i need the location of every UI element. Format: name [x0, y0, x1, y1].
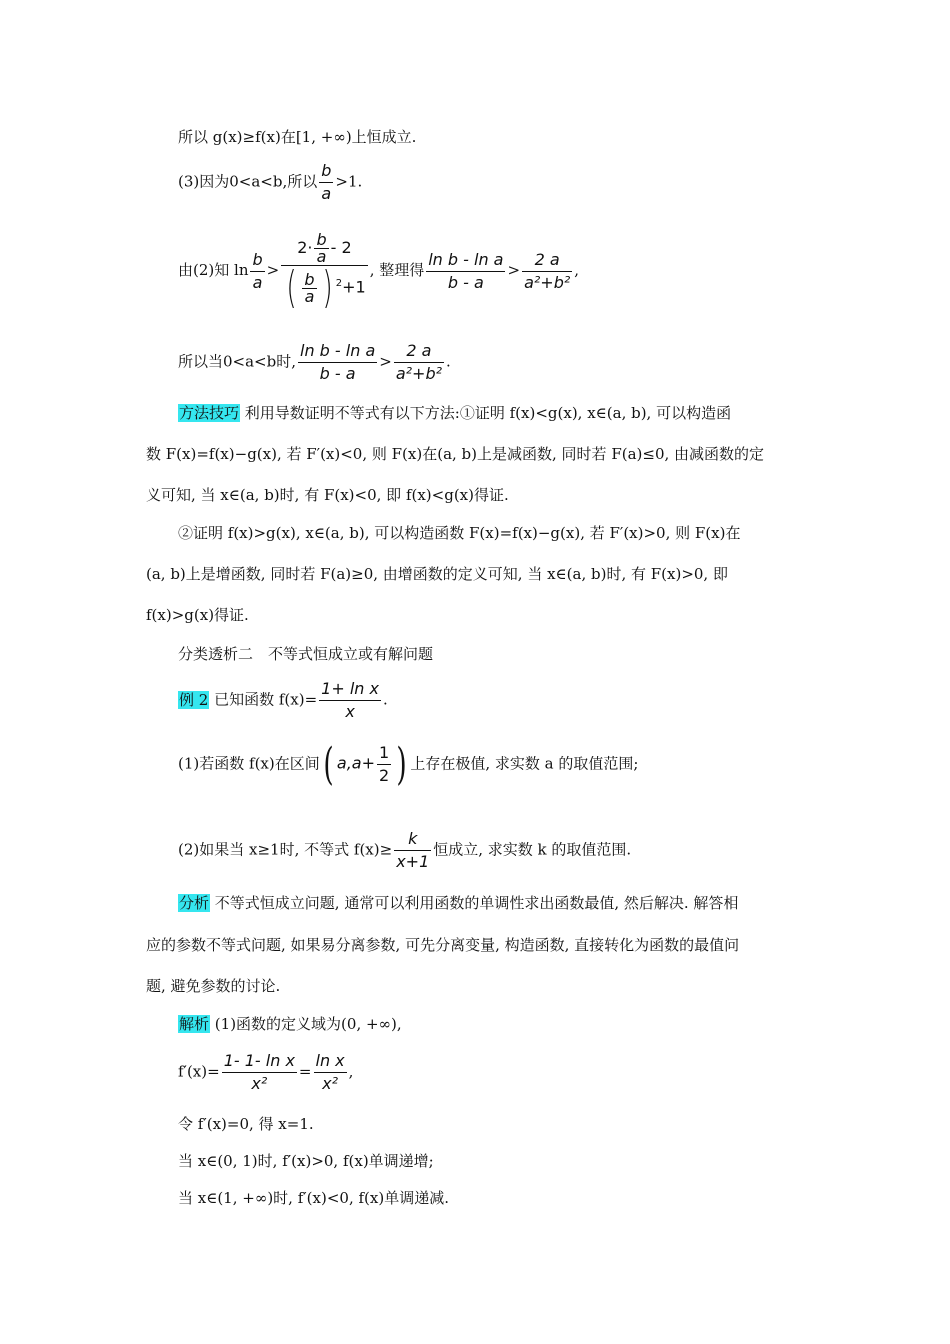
- gt-sign-2: >: [507, 261, 521, 279]
- method-line-5: (a, b)上是增函数, 同时若 F(a)≥0, 由增函数的定义可知, 当 x∈(a, b)时, 有 F(x)>0, 即: [146, 565, 728, 583]
- denominator: a²+b²: [524, 272, 571, 292]
- line-2-text: (3)因为0<a<b,所以: [178, 172, 318, 191]
- question-2: [178, 828, 631, 873]
- interval-a: a,a+: [336, 753, 376, 773]
- example-tag: 例 2: [179, 690, 209, 709]
- solution-line-2: [178, 1050, 353, 1095]
- solution-tag: 解析: [179, 1015, 210, 1033]
- numerator: 1: [377, 742, 391, 765]
- fraction-2a: [522, 249, 572, 294]
- denominator-big: [281, 262, 367, 313]
- inner-den: a: [316, 247, 327, 266]
- analysis-line-2: 应的参数不等式问题, 如果易分离参数, 可先分离变量, 构造函数, 直接转化为函数的最值问: [146, 936, 740, 954]
- question-1: [178, 738, 639, 790]
- denominator: x: [345, 702, 355, 721]
- inner-frac-2: [302, 269, 316, 306]
- line-4-tail: .: [446, 352, 451, 371]
- numerator: ln b - ln a: [298, 340, 377, 363]
- solution-line-4: 当 x∈(0, 1)时, f′(x)>0, f(x)单调递增;: [178, 1152, 434, 1170]
- line-3-mid: , 整理得: [369, 261, 425, 279]
- square: 2: [335, 278, 343, 290]
- inner-frac: [314, 232, 328, 265]
- numerator: 2 a: [394, 340, 444, 363]
- fraction-b-over-a-2: [250, 249, 264, 294]
- fraction-half: [377, 742, 391, 787]
- example-line: [178, 678, 388, 723]
- derivative-label: f′(x)=: [178, 1062, 220, 1081]
- gt-sign: >: [266, 261, 280, 279]
- right-paren: ): [321, 262, 333, 313]
- fraction-2a-2: [394, 340, 444, 385]
- denominator: x²: [251, 1074, 268, 1093]
- q2-tail: 恒成立, 求实数 k 的取值范围.: [433, 840, 632, 859]
- section-title: 分类透析二 不等式恒成立或有解问题: [178, 645, 434, 663]
- fraction-1-lnx-over-x: [319, 678, 381, 723]
- solution-line-3: 令 f′(x)=0, 得 x=1.: [178, 1115, 314, 1133]
- example-tail: .: [382, 690, 388, 709]
- denominator: 2: [379, 766, 390, 785]
- numerator: ln b - ln a: [426, 249, 505, 272]
- minus-two: - 2: [330, 238, 352, 257]
- inner-num: b: [316, 230, 327, 249]
- method-line-2: 数 F(x)=f(x)−g(x), 若 F′(x)<0, 则 F(x)在(a, b)上是减函数, 同时若 F(a)≤0, 由减函数的定: [146, 445, 765, 463]
- method-text-1: 利用导数证明不等式有以下方法:①证明 f(x)<g(x), x∈(a, b), 可以构造函: [244, 404, 732, 422]
- equals: =: [298, 1062, 312, 1081]
- numerator-big: [281, 232, 367, 266]
- analysis-line-1: [178, 893, 738, 913]
- q2-text: (2)如果当 x≥1时, 不等式 f(x)≥: [178, 840, 393, 859]
- fraction-b-over-a: [319, 160, 333, 205]
- method-line-6: f(x)>g(x)得证.: [146, 606, 249, 624]
- q1-tail: 上存在极值, 求实数 a 的取值范围;: [410, 754, 639, 773]
- fraction-big: [281, 230, 367, 313]
- left-paren: (: [286, 262, 297, 313]
- plus-one: +1: [342, 277, 366, 297]
- fraction-k: [394, 828, 431, 873]
- analysis-text-1: 不等式恒成立问题, 通常可以利用函数的单调性求出函数最值, 然后解决. 解答相: [214, 894, 739, 912]
- numerator: 1- 1- ln x: [222, 1050, 297, 1073]
- denominator: x²: [322, 1074, 339, 1093]
- numerator: 1+ ln x: [319, 678, 381, 701]
- two-dot: 2·: [297, 238, 313, 257]
- analysis-line-3: 题, 避免参数的讨论.: [146, 977, 281, 995]
- solution-text-1: (1)函数的定义域为(0, +∞),: [214, 1015, 402, 1033]
- denominator: x+1: [396, 852, 430, 871]
- analysis-tag: 分析: [179, 894, 210, 912]
- line-3: [178, 230, 580, 313]
- method-line-4: ②证明 f(x)>g(x), x∈(a, b), 可以构造函数 F(x)=f(x)−g(x), 若 F′(x)>0, 则 F(x)在: [178, 524, 741, 542]
- example-text: 已知函数 f(x)=: [214, 690, 318, 709]
- inner-num-2: b: [304, 269, 315, 289]
- numerator: ln x: [314, 1050, 347, 1073]
- solution-line-1: [178, 1014, 402, 1034]
- right-paren: ): [396, 738, 407, 790]
- line-2-tail: >1.: [335, 172, 363, 191]
- gt-sign-3: >: [379, 352, 392, 371]
- line-3-text: 由(2)知 ln: [178, 261, 249, 279]
- numerator: 2 a: [522, 249, 572, 272]
- solution-line-2-tail: ,: [348, 1062, 354, 1081]
- left-paren: (: [323, 738, 334, 790]
- line-1: 所以 g(x)≥f(x)在[1, +∞)上恒成立.: [178, 128, 417, 146]
- denominator: a: [252, 272, 263, 292]
- fraction-lnb-lna: [426, 249, 505, 294]
- numerator: b: [250, 249, 264, 272]
- fraction-lnb-lna-2: [298, 340, 377, 385]
- line-3-tail: ,: [574, 261, 580, 279]
- fraction-lnx-over-x2: [314, 1050, 347, 1095]
- fraction-derivative: [222, 1050, 297, 1095]
- q1-text: (1)若函数 f(x)在区间: [178, 754, 320, 773]
- line-2: [178, 160, 362, 205]
- numerator: k: [394, 828, 431, 851]
- denominator: a: [321, 184, 332, 203]
- denominator: b - a: [319, 364, 356, 383]
- line-4-text: 所以当0<a<b时,: [178, 352, 296, 371]
- method-line-1: [178, 403, 731, 423]
- solution-line-5: 当 x∈(1, +∞)时, f′(x)<0, f(x)单调递减.: [178, 1189, 449, 1207]
- denominator: b - a: [447, 272, 484, 292]
- inner-den-2: a: [304, 286, 315, 306]
- denominator: a²+b²: [395, 364, 443, 383]
- numerator: b: [319, 160, 333, 183]
- line-4: [178, 340, 451, 385]
- method-line-3: 义可知, 当 x∈(a, b)时, 有 F(x)<0, 即 f(x)<g(x)得证.: [146, 486, 509, 504]
- method-tag: 方法技巧: [179, 404, 240, 422]
